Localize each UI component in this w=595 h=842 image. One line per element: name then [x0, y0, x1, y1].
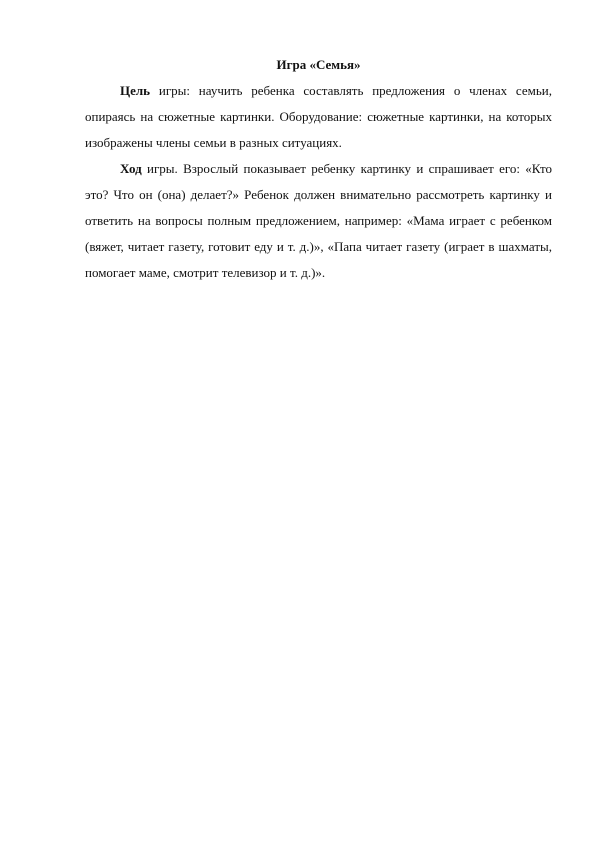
procedure-text: игры. Взрослый показывает ребенку картинку и спрашивает его: «Кто это? Что он (она) делает?» Ребенок должен внимательно рассмотреть картинку и ответить на вопросы полным предложением, например: «Мама играет с ребенком (вяжет, читает газету, готовит еду и т. д.)», «Папа читает газету (играет в шахматы, помогает маме, смотрит телевизор и т. д.)». — [85, 161, 552, 280]
goal-lead-word: Цель — [120, 83, 151, 98]
document-title: Игра «Семья» — [276, 57, 361, 72]
document-content — [85, 52, 552, 286]
procedure-lead-word: Ход — [120, 161, 142, 176]
goal-text: игры: научить ребенка составлять предложения о членах семьи, опираясь на сюжетные картинки. Оборудование: сюжетные картинки, на которых изображены члены семьи в разных ситуациях. — [85, 83, 552, 150]
procedure-paragraph — [85, 156, 552, 286]
goal-paragraph — [85, 78, 552, 156]
